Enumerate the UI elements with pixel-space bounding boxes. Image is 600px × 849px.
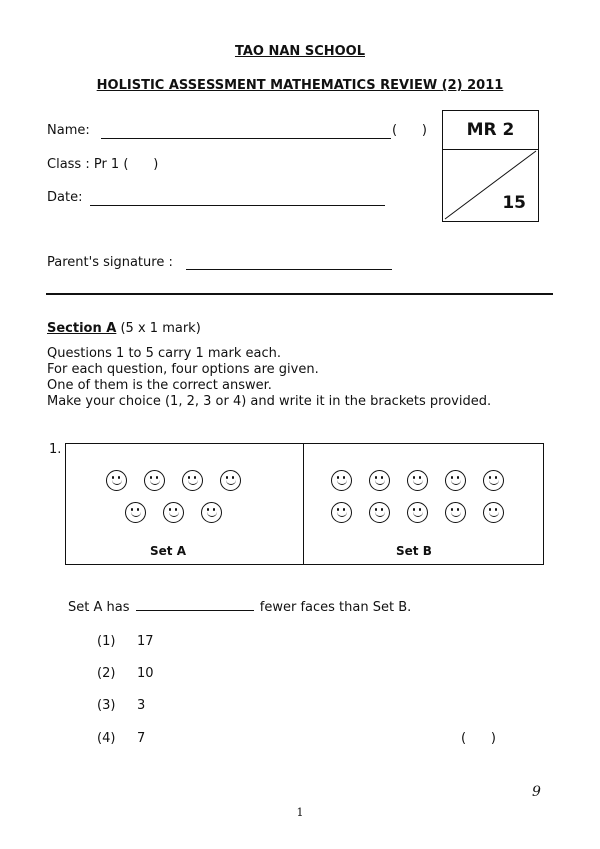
score-box [442, 110, 539, 222]
score-box-code: MR 2 [443, 111, 538, 150]
instruction-line: Questions 1 to 5 carry 1 mark each. [47, 346, 281, 361]
class-label: Class : Pr 1 ( ) [47, 157, 159, 172]
smiley-face-icon [201, 502, 222, 523]
smiley-face-icon [331, 470, 352, 491]
answer-blank[interactable] [136, 610, 254, 611]
smiley-face-icon [331, 502, 352, 523]
header-divider [46, 293, 553, 295]
smiley-face-icon [220, 470, 241, 491]
set-b-label: Set B [396, 544, 432, 558]
paper-title: HOLISTIC ASSESSMENT MATHEMATICS REVIEW (2) 2011 [96, 78, 504, 93]
option-number: (1) [97, 634, 116, 649]
question-number: 1. [49, 442, 62, 457]
page-number: 1 [296, 806, 304, 819]
smiley-face-icon [407, 470, 428, 491]
sets-table [65, 443, 544, 565]
handwritten-mark: 9 [532, 784, 541, 800]
option-number: (4) [97, 731, 116, 746]
option-value: 7 [137, 731, 146, 746]
smiley-face-icon [106, 470, 127, 491]
option-number: (2) [97, 666, 116, 681]
date-label: Date: [47, 190, 83, 205]
instruction-line: One of them is the correct answer. [47, 378, 272, 393]
section-marks: (5 x 1 mark) [120, 321, 201, 336]
answer-brackets[interactable]: ( ) [461, 731, 496, 746]
smiley-face-icon [483, 470, 504, 491]
parent-signature-line[interactable] [186, 269, 392, 270]
option-value: 17 [137, 634, 154, 649]
section-title: Section A [47, 321, 117, 336]
section-heading [47, 321, 201, 336]
smiley-face-icon [445, 502, 466, 523]
smiley-face-icon [483, 502, 504, 523]
prompt-start: Set A has [68, 600, 130, 615]
question-prompt [68, 600, 411, 615]
smiley-face-icon [182, 470, 203, 491]
option-value: 3 [137, 698, 146, 713]
smiley-face-icon [369, 470, 390, 491]
date-line[interactable] [90, 205, 385, 206]
smiley-face-icon [445, 470, 466, 491]
score-box-total: 15 [502, 193, 526, 213]
smiley-face-icon [163, 502, 184, 523]
sets-divider [303, 444, 304, 564]
name-line[interactable] [101, 138, 391, 139]
name-label: Name: [47, 123, 90, 138]
instruction-line: For each question, four options are given. [47, 362, 319, 377]
set-a-label: Set A [150, 544, 186, 558]
smiley-face-icon [407, 502, 428, 523]
school-name: TAO NAN SCHOOL [234, 44, 365, 59]
name-register-brackets: ( ) [392, 123, 427, 138]
smiley-face-icon [125, 502, 146, 523]
smiley-face-icon [369, 502, 390, 523]
parent-signature-label: Parent's signature : [47, 255, 173, 270]
smiley-face-icon [144, 470, 165, 491]
instruction-line: Make your choice (1, 2, 3 or 4) and write it in the brackets provided. [47, 394, 492, 409]
prompt-end: fewer faces than Set B. [259, 600, 412, 615]
option-value: 10 [137, 666, 154, 681]
option-number: (3) [97, 698, 116, 713]
